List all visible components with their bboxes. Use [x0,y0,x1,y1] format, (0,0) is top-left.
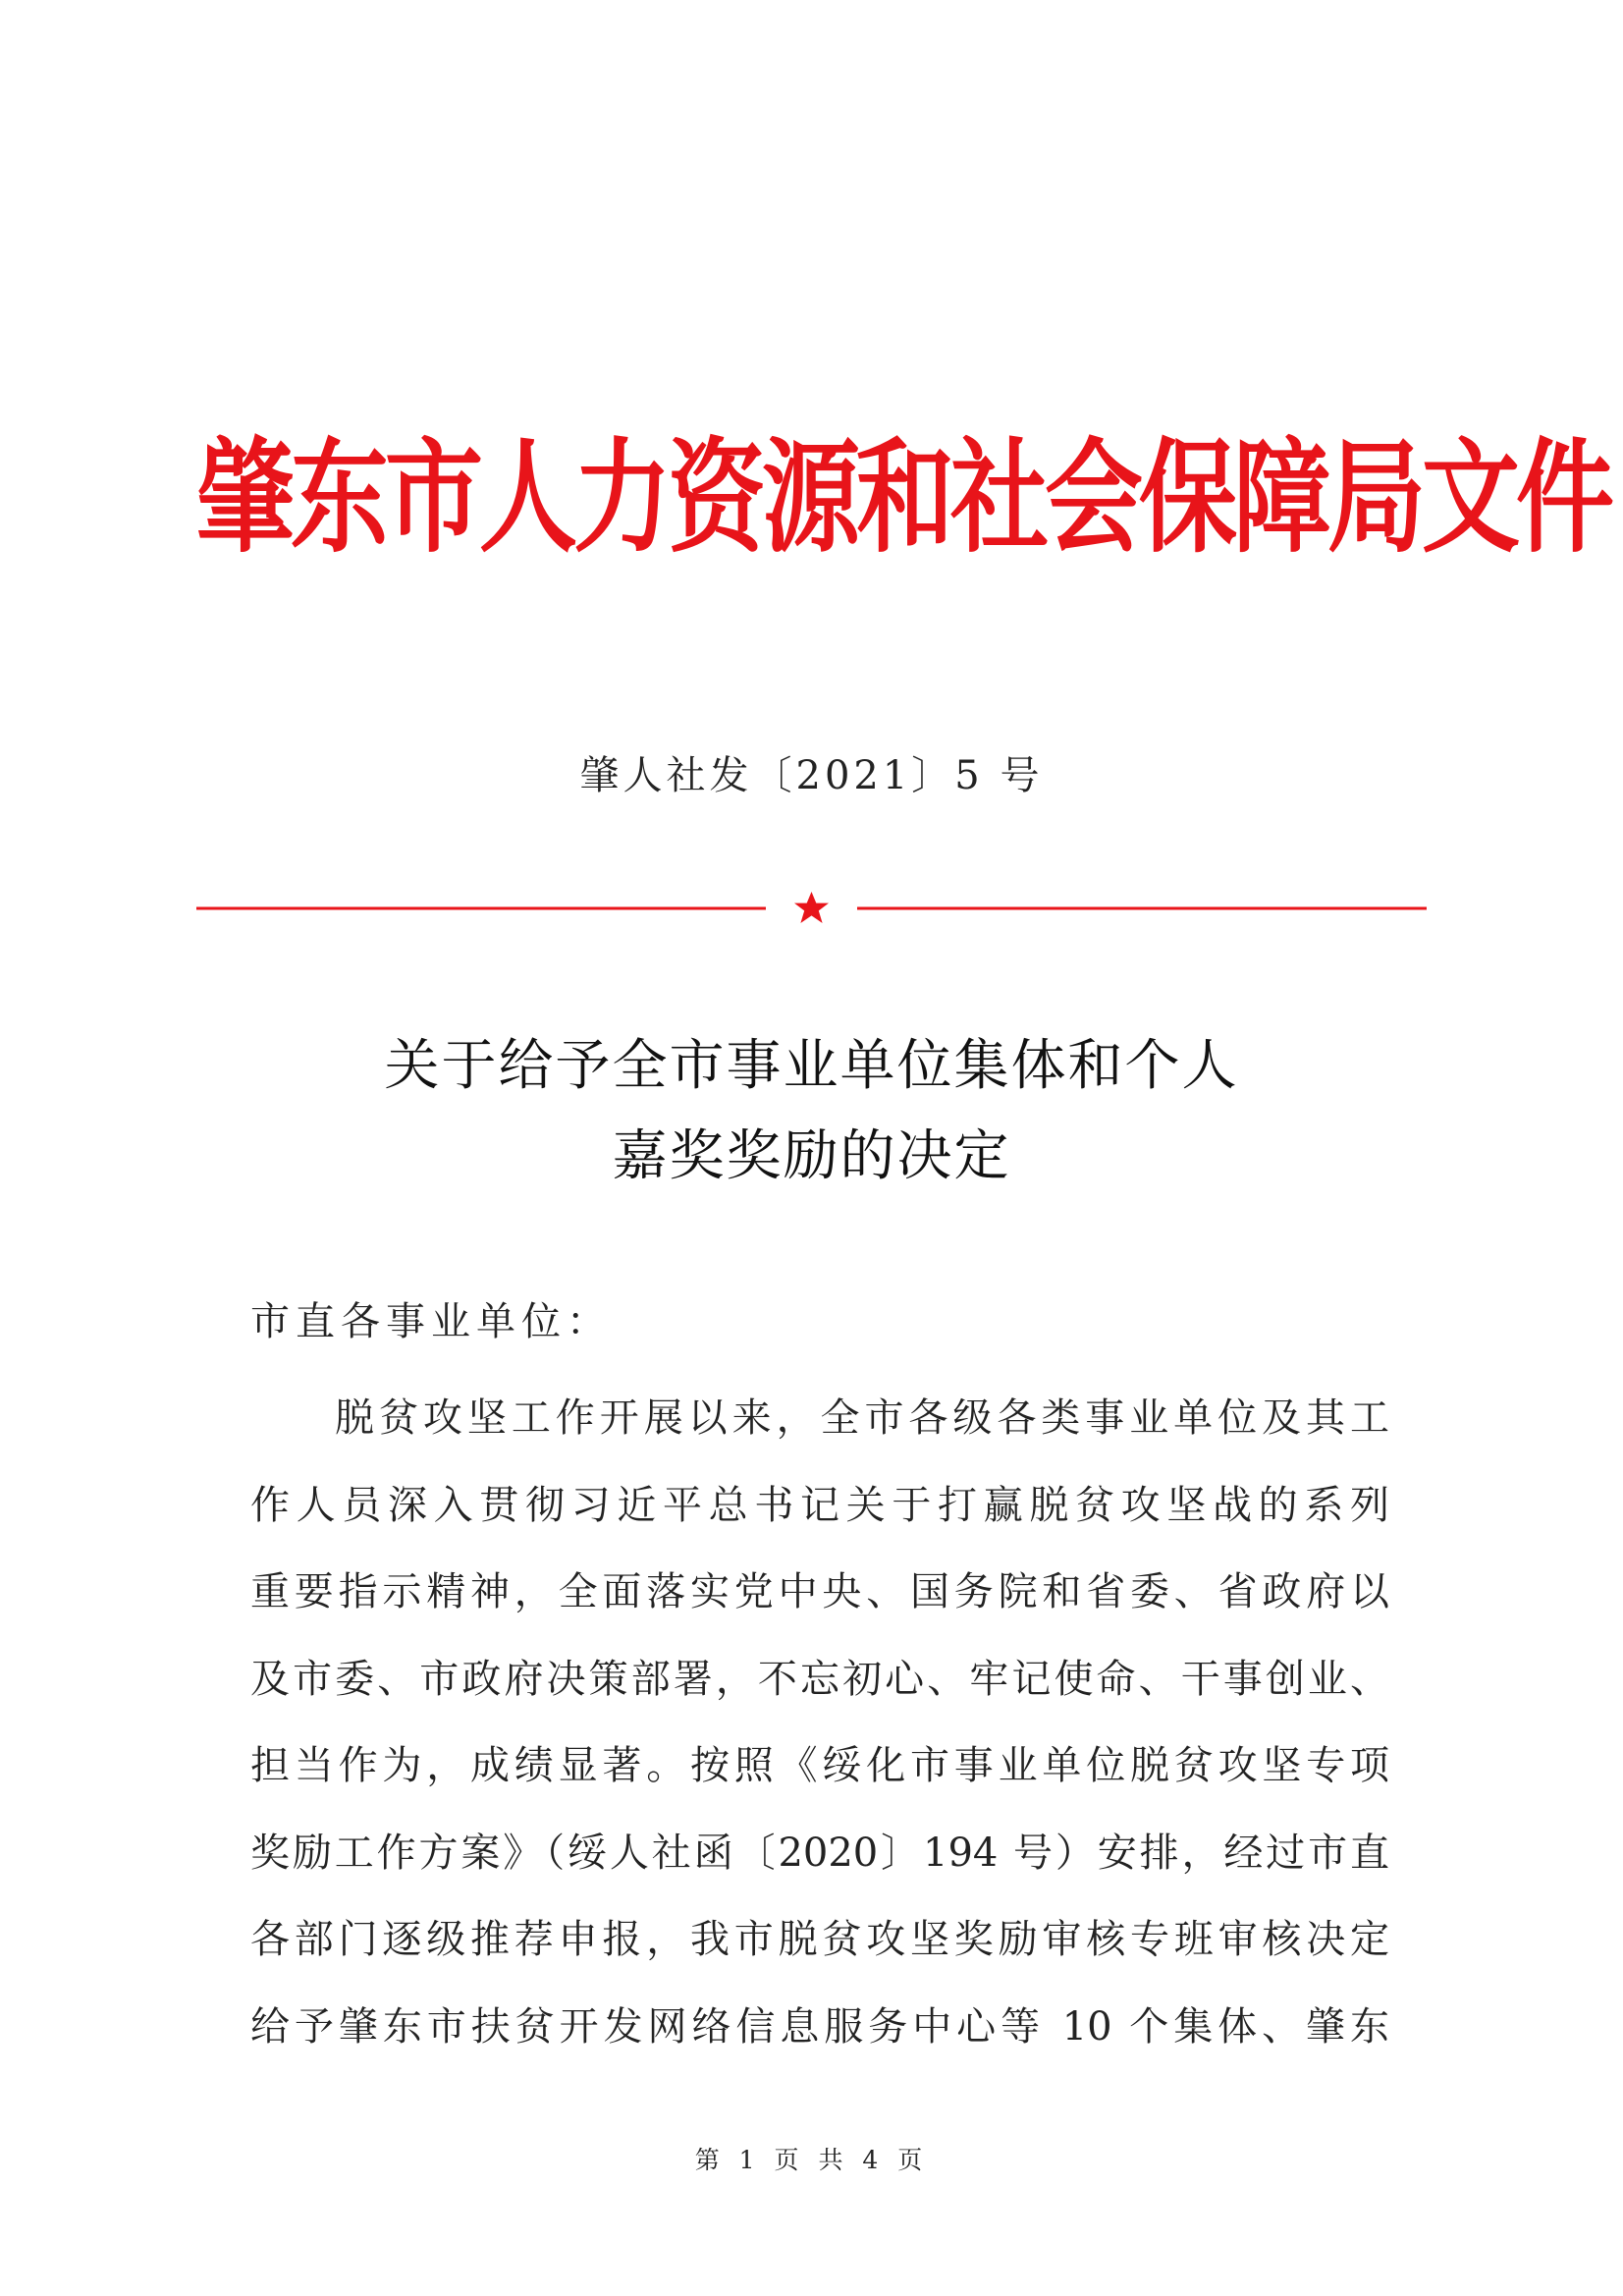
body-line: 担当作为，成绩显著。按照《绥化市事业单位脱贫攻坚专项 [250,1743,1389,1788]
body-line: 各部门逐级推荐申报，我市脱贫攻坚奖励审核专班审核决定 [250,1917,1389,1962]
star-icon [794,892,829,923]
body-paragraph [250,1375,1389,2070]
page-footer: 第 1 页 共 4 页 [694,2146,929,2174]
body-line: 脱贫攻坚工作开展以来，全市各级各类事业单位及其工 [335,1395,1389,1441]
body-line: 奖励工作方案》（绥人社函〔2020〕194 号）安排，经过市直 [250,1830,1389,1876]
document-masthead: 肇东市人力资源和社会保障局文件 [196,425,1610,570]
document-title [0,1021,1623,1202]
document-number: 肇人社发〔2021〕5 号 [579,753,1044,798]
body-line: 给予肇东市扶贫开发网络信息服务中心等 10 个集体、肇东 [250,2003,1389,2050]
body-line: 及市委、市政府决策部署，不忘初心、牢记使命、干事创业、 [250,1656,1389,1702]
red-divider [196,889,1427,928]
body-line: 作人员深入贯彻习近平总书记关于打赢脱贫攻坚战的系列 [250,1482,1389,1528]
title-line-1: 关于给予全市事业单位集体和个人 [384,1034,1239,1098]
body-line: 重要指示精神，全面落实党中央、国务院和省委、省政府以 [250,1569,1389,1614]
salutation: 市直各事业单位： [250,1299,612,1344]
title-line-2: 嘉奖奖励的决定 [612,1124,1011,1188]
